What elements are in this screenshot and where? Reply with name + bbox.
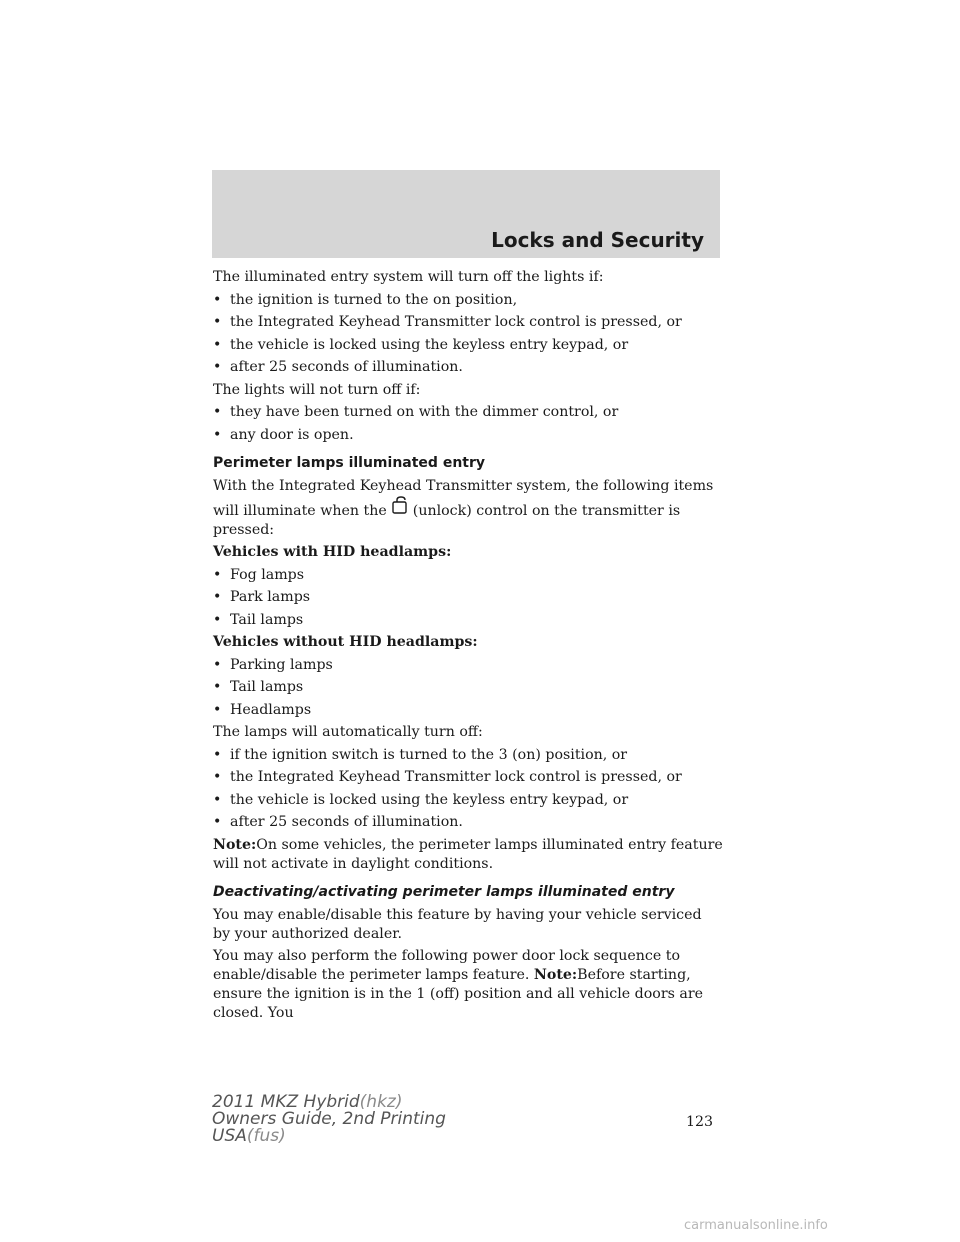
note-label: Note: (213, 836, 257, 853)
watermark: carmanualsonline.info (684, 1218, 828, 1233)
perimeter-note: Note:On some vehicles, the perimeter lamps illuminated entry feature will not activate in daylight conditions. (213, 836, 723, 872)
bullet: • (213, 404, 222, 420)
bullet: • (213, 426, 222, 443)
perimeter-paragraph: With the Integrated Keyhead Transmitter system, the following items will illuminate when the (unlock) control on the transmitter is pressed: (213, 477, 714, 538)
deactivating-paragraph-2: You may also perform the following power door lock sequence to enable/disable the perimeter lamps feature. Note:Before starting, ensure the ignition is in the 1 (off) position and all vehicle doors are closed. You (213, 948, 704, 1021)
bullet: • (213, 314, 222, 330)
list-item: • the vehicle is locked using the keyless entry keypad, or (213, 336, 629, 353)
illuminated-entry-intro: The illuminated entry system will turn off the lights if: (213, 269, 604, 285)
list-item: • the Integrated Keyhead Transmitter lock control is pressed, or (213, 314, 682, 330)
footer-line-model: 2011 MKZ Hybrid(hkz) (212, 1092, 403, 1112)
bullet: • (213, 746, 222, 763)
bullet: • (213, 566, 222, 583)
page-content (213, 268, 723, 1027)
note-label: Note: (533, 967, 578, 983)
list-item: • Tail lamps (213, 679, 304, 695)
bullet: • (213, 656, 222, 673)
footer-line-market: USA(fus) (212, 1126, 286, 1146)
list-item: • Headlamps (213, 701, 312, 718)
nohid-list (213, 656, 723, 720)
list-item: • after 25 seconds of illumination. (213, 814, 463, 830)
bullet: • (213, 701, 222, 718)
section-title: Locks and Security (491, 228, 704, 252)
list-item: • the Integrated Keyhead Transmitter lock control is pressed, or (213, 769, 682, 785)
print-footer (212, 1094, 446, 1145)
bullet: • (213, 359, 222, 375)
list-item: • the vehicle is locked using the keyless entry keypad, or (213, 791, 629, 808)
list-item: • if the ignition switch is turned to the 3 (on) position, or (213, 746, 628, 763)
section-header-band (212, 170, 720, 258)
bullet: • (213, 791, 222, 808)
bullet: • (213, 679, 222, 695)
not-turn-off-list (213, 403, 723, 445)
list-item: • Fog lamps (213, 566, 305, 583)
bullet: • (213, 611, 222, 628)
list-item: • Parking lamps (213, 656, 333, 673)
list-item: • Tail lamps (213, 611, 304, 628)
turn-off-conditions-list (213, 291, 723, 378)
bullet: • (213, 769, 222, 785)
nohid-heading: Vehicles without HID headlamps: (213, 634, 478, 650)
bullet: • (213, 291, 222, 308)
hid-heading: Vehicles with HID headlamps: (213, 544, 452, 560)
list-item: • after 25 seconds of illumination. (213, 359, 463, 375)
auto-off-list (213, 746, 723, 833)
bullet: • (213, 589, 222, 605)
bullet: • (213, 814, 222, 830)
page-number: 123 (686, 1114, 714, 1130)
deactivating-heading: Deactivating/activating perimeter lamps illuminated entry (213, 883, 675, 900)
bullet: • (213, 336, 222, 353)
unlock-icon (389, 496, 411, 518)
auto-off-intro: The lamps will automatically turn off: (213, 724, 483, 740)
deactivating-paragraph-1: You may enable/disable this feature by having your vehicle serviced by your authorized dealer. (213, 906, 702, 942)
hid-list (213, 566, 723, 630)
list-item: • any door is open. (213, 426, 354, 443)
list-item: • they have been turned on with the dimmer control, or (213, 404, 619, 420)
list-item: • the ignition is turned to the on position, (213, 291, 518, 308)
list-item: • Park lamps (213, 589, 311, 605)
footer-line-guide: Owners Guide, 2nd Printing (212, 1109, 446, 1129)
not-turn-off-intro: The lights will not turn off if: (213, 381, 421, 398)
perimeter-heading: Perimeter lamps illuminated entry (213, 454, 486, 471)
